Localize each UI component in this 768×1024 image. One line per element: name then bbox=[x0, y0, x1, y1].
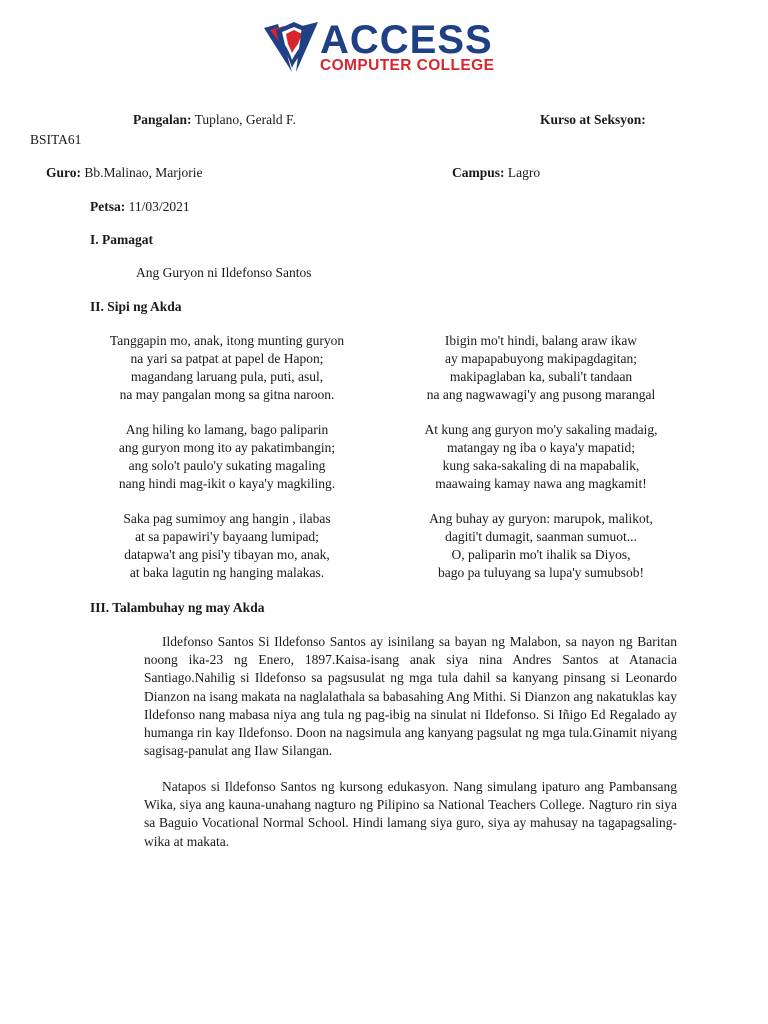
poem-line: ay mapapabuyong makipagdagitan; bbox=[445, 351, 637, 366]
poem-line: datapwa't ang pisi'y tibayan mo, anak, bbox=[124, 547, 330, 562]
poem-line: at sa papawiri'y bayaang lumipad; bbox=[135, 529, 319, 544]
name-label: Pangalan: bbox=[133, 112, 192, 127]
name-value: Tuplano, Gerald F. bbox=[194, 112, 296, 127]
date-row bbox=[90, 199, 190, 215]
poem-line: ang guryon mong ito ay pakatimbangin; bbox=[118, 440, 336, 455]
poem-line: Saka pag sumimoy ang hangin , ilabas bbox=[123, 511, 331, 526]
poem-line: dagiti't dumagit, saanman sumuot... bbox=[445, 529, 637, 544]
poem-line: Ang buhay ay guryon: marupok, malikot, bbox=[429, 511, 653, 526]
shield-emblem-icon bbox=[262, 18, 322, 78]
campus-label: Campus: bbox=[452, 165, 505, 180]
course-value: BSITA61 bbox=[30, 132, 82, 147]
poem-line: Ibigin mo't hindi, balang araw ikaw bbox=[444, 333, 638, 348]
section-biography-heading: III. Talambuhay ng may Akda bbox=[90, 600, 265, 615]
teacher-value: Bb.Malinao, Marjorie bbox=[84, 165, 203, 180]
course-label: Kurso at Seksyon: bbox=[540, 112, 646, 127]
poem-line: magandang laruang pula, puti, asul, bbox=[130, 369, 324, 384]
poem-stanza bbox=[386, 421, 696, 493]
logo-subtitle: COMPUTER COLLEGE bbox=[320, 57, 495, 74]
poem-line: matangay ng iba o kaya'y mapatid; bbox=[447, 440, 635, 455]
poem-stanza bbox=[72, 421, 382, 493]
poem-right-column bbox=[386, 332, 696, 599]
teacher-label: Guro: bbox=[46, 165, 82, 180]
section-excerpt-heading: II. Sipi ng Akda bbox=[90, 299, 182, 314]
poem-line: bago pa tuluyang sa lupa'y sumubsob! bbox=[437, 565, 645, 580]
poem-line: at baka lagutin ng hanging malakas. bbox=[129, 565, 325, 580]
campus-value: Lagro bbox=[507, 165, 541, 180]
student-name-row bbox=[133, 112, 296, 128]
date-value: 11/03/2021 bbox=[128, 199, 190, 214]
poem-line: na yari sa patpat at papel de Hapon; bbox=[130, 351, 324, 366]
logo-wordmark: ACCESS bbox=[320, 18, 493, 62]
date-label: Petsa: bbox=[90, 199, 126, 214]
poem-line: na ang nagwawagi'y ang pusong marangal bbox=[426, 387, 656, 402]
poem-line: Ang hiling ko lamang, bago paliparin bbox=[125, 422, 329, 437]
campus-row bbox=[452, 165, 540, 181]
poem-stanza bbox=[386, 510, 696, 582]
poem-line: nang hindi mag-ikit o kaya'y magkiling. bbox=[118, 476, 336, 491]
section-title-heading: I. Pamagat bbox=[90, 232, 153, 247]
poem-stanza bbox=[386, 332, 696, 404]
poem-stanza bbox=[72, 332, 382, 404]
poem-line: kung saka-sakaling di na mapabalik, bbox=[442, 458, 640, 473]
poem-stanza bbox=[72, 510, 382, 582]
poem-left-column bbox=[72, 332, 382, 599]
poem-line: At kung ang guryon mo'y sakaling madaig, bbox=[424, 422, 658, 437]
biography-paragraph-1: Ildefonso Santos Si Ildefonso Santos ay isinilang sa bayan ng Malabon, sa nayon ng Baritan noong ika-23 ng Enero, 1897.Kaisa-isang anak siya nina Andres Santos at Atanacia Santiago.Nahilig si Ildefonso sa pagsusulat ng mga tula dahil sa kanyang pinsang si Leonardo Dianzon na isang makata na naglalathala sa babasahing Ang Mithi. Si Dianzon ang nakatuklas kay Ildefonso nang mabasa niya ang tula ng pag-ibig na sinulat ni Ildefonso. Si Iñigo Ed Regalado ay humanga rin kay Ildefonso. Doon na nagsimula ang kanyang pagsulat ng mga tula.Ginamit niyang sagisag-panulat ang Ilaw Silangan. bbox=[144, 634, 677, 759]
poem-line: makipaglaban ka, subali't tandaan bbox=[449, 369, 633, 384]
school-logo bbox=[262, 18, 498, 78]
teacher-row bbox=[46, 165, 203, 181]
poem-line: O, paliparin mo't ihalik sa Diyos, bbox=[451, 547, 631, 562]
poem-line: ang solo't paulo'y sukating magaling bbox=[128, 458, 326, 473]
poem-title: Ang Guryon ni Ildefonso Santos bbox=[136, 265, 312, 280]
poem-line: na may pangalan mong sa gitna naroon. bbox=[119, 387, 335, 402]
biography-paragraph-2: Natapos si Ildefonso Santos ng kursong edukasyon. Nang simulang ipaturo ang Pambansang Wika, siya ang kauna-unahang nagturo ng Pilipino sa National Teachers College. Nagturo rin siya sa Baguio Vocational Normal School. Hindi lamang siya guro, siya ay mahusay na tagapagsaling-wika at makata. bbox=[144, 779, 677, 849]
poem-line: maawaing kamay nawa ang magkamit! bbox=[435, 476, 647, 491]
poem-line: Tanggapin mo, anak, itong munting guryon bbox=[109, 333, 345, 348]
